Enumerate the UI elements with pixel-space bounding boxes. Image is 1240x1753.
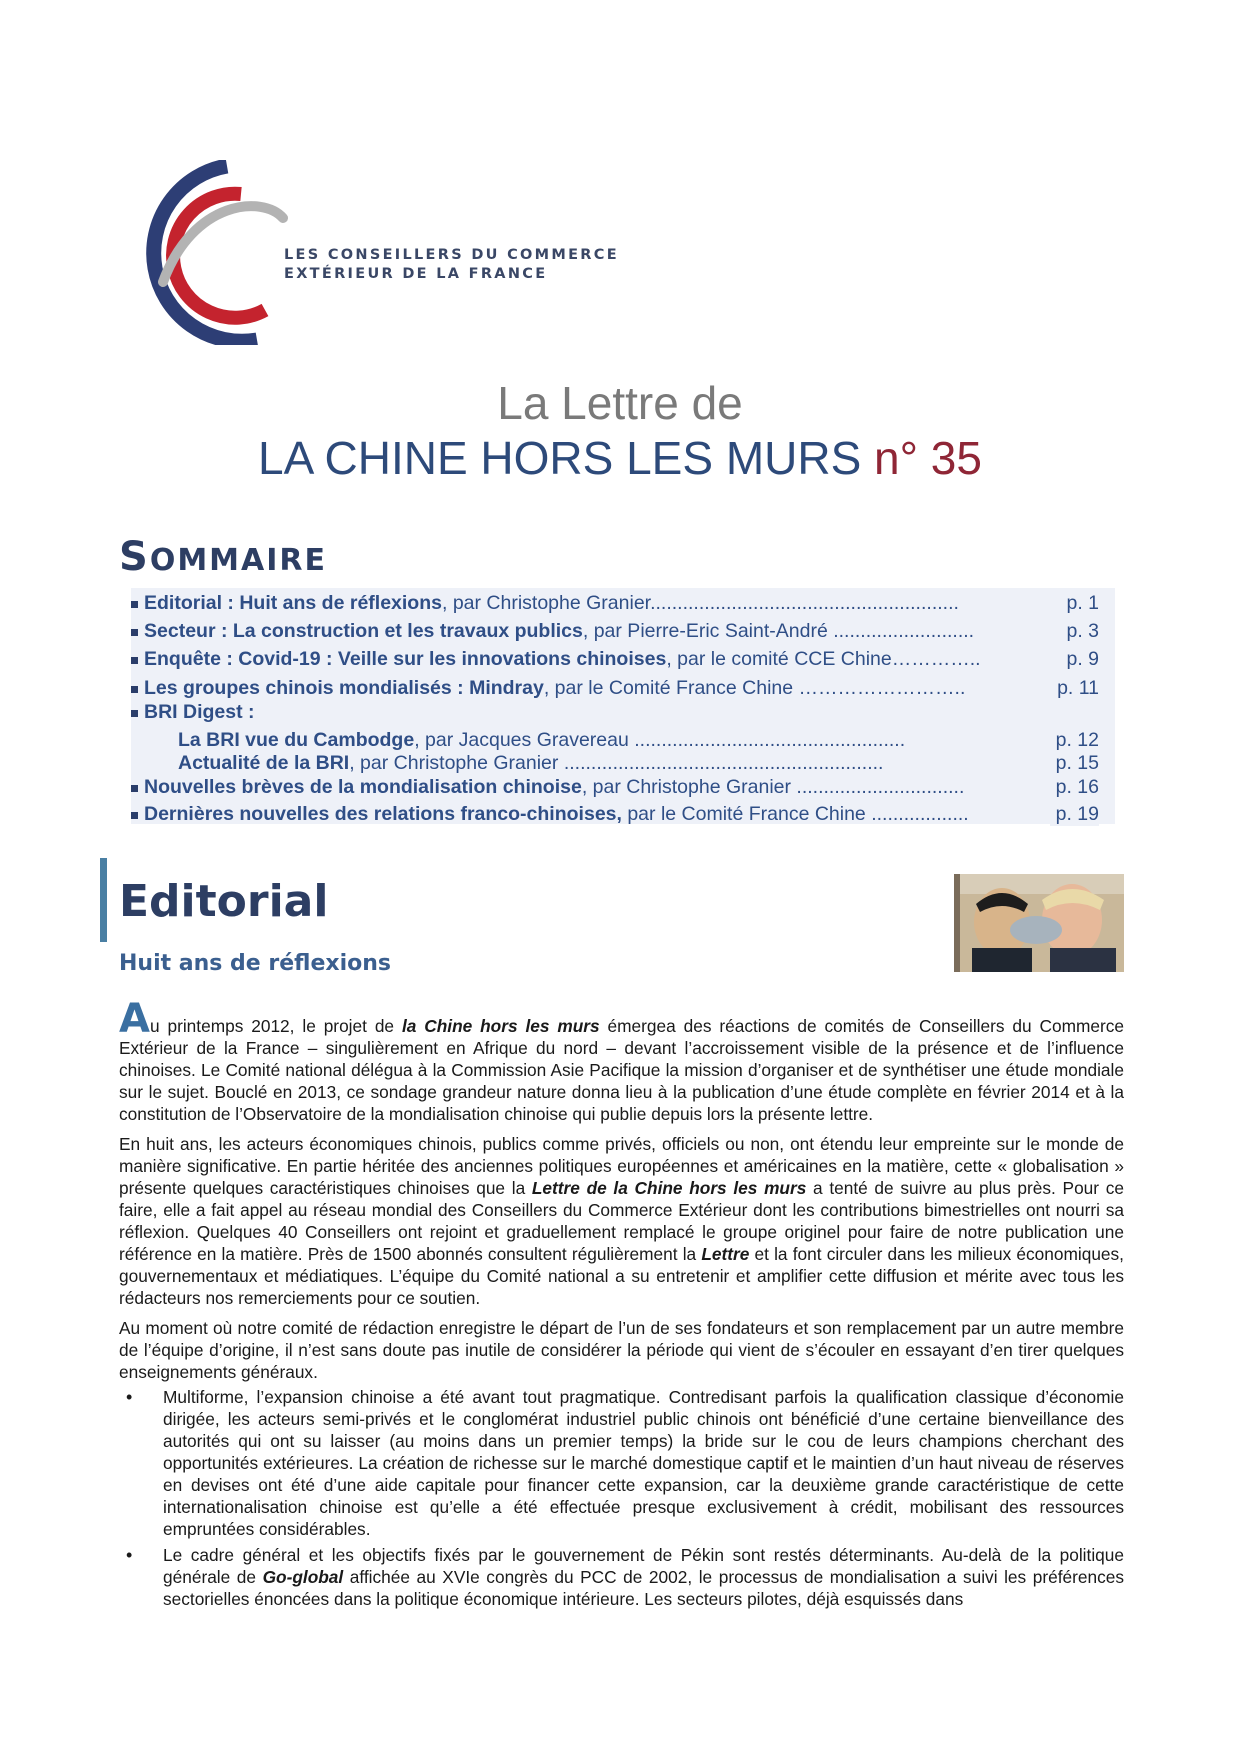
bullet-square-icon [131, 812, 138, 819]
toc-page: p. 12 [1050, 729, 1099, 752]
org-name [284, 246, 619, 284]
toc-page: p. 19 [1050, 803, 1099, 826]
toc-item-secteur[interactable]: Secteur : La construction et les travaux publics, par Pierre-Eric Saint-André .......................... p. 3 [131, 620, 1103, 644]
issue-number: n° 35 [874, 432, 982, 484]
editorial-accent-bar [100, 858, 107, 942]
bullet-item-2: • Le cadre général et les objectifs fixés par le gouvernement de Pékin sont restés déterminants. Au-delà de la politique générale de Go-global affichée au XVIe congrès du PCC de 2002, le processus de mondialisation a suivi les préférences sectorielles énoncées dans la politique économique intérieure. Les secteurs pilotes, déjà esquissés dans [163, 1544, 1124, 1610]
mural-photo [954, 874, 1124, 972]
paragraph-3: Au moment où notre comité de rédaction enregistre le départ de l’un de ses fondateurs et son remplacement par un autre membre de l’équipe d’origine, il n’est sans doute pas inutile de considérer la période qui vient de s’écouler en essayant d’en tirer quelques enseignements généraux. [119, 1318, 1124, 1382]
toc-page: p. 15 [1050, 752, 1099, 775]
bullet-item-1: • Multiforme, l’expansion chinoise a été avant tout pragmatique. Contredisant parfois la qualification classique d’économie dirigée, les acteurs semi-privés et le conglomérat industriel public chinois ont bénéficié d’une certaine bienveillance des autorités qui ont su laisser (au moins dans un premier temps) la bride sur le cou de leurs champions cherchant des opportunités extérieures. La création de richesse sur le marché domestique captif et le maintien d’un haut niveau de réserves en devises ont été d’une aide capitale pour financer cette expansion, car la deuxième grande caractéristique de cette internationalisation chinoise est qu’elle a été effectuée presque exclusivement à crédit, mobilisant des ressources empruntées considérables. [163, 1386, 1124, 1540]
editorial-subheading: Huit ans de réflexions [119, 951, 391, 976]
paragraph-2: En huit ans, les acteurs économiques chinois, publics comme privés, officiels ou non, ont étendu leur empreinte sur le monde de manière significative. En partie héritée des anciennes politiques européennes et américaines en la matière, cette « globalisation » présente quelques caractéristiques chinoises que la Lettre de la Chine hors les murs a tenté de suivre au plus près. Pour ce faire, elle a fait appel au réseau mondial des Conseillers du Commerce Extérieur dont les contributions bimestrielles ont nourri sa réflexion. Quelques 40 Conseillers ont rejoint et graduellement remplacé le groupe originel pour faire de notre publication une référence en la matière. Près de 1500 abonnés consultent régulièrement la Lettre et la font circuler dans les milieux économiques, gouvernementaux et médiatiques. L’équipe du Comité national a su entretenir et amplifier cette diffusion et mérite avec tous les rédacteurs nos remerciements pour ce soutien. [119, 1134, 1124, 1308]
toc-page: p. 1 [1060, 592, 1099, 615]
editorial-bullets [163, 1386, 1124, 1614]
toc-item-editorial[interactable]: Editorial : Huit ans de réflexions, par Christophe Granier......................................................... p. 1 [131, 592, 1103, 616]
org-name-line1: LES CONSEILLERS DU COMMERCE [284, 247, 619, 263]
toc-item-bri-cambodge[interactable]: La BRI vue du Cambodge, par Jacques Gravereau .................................................. p. 12 [178, 729, 1099, 751]
toc-page: p. 16 [1050, 776, 1099, 799]
bullet-square-icon [131, 686, 138, 693]
editorial-body [119, 996, 1124, 1391]
cce-logo [133, 160, 293, 345]
toc-page: p. 9 [1060, 648, 1099, 671]
sommaire-heading: SOMMAIRE [119, 534, 327, 580]
toc-page: p. 3 [1060, 620, 1099, 643]
toc-item-enquete[interactable]: Enquête : Covid-19 : Veille sur les innovations chinoises, par le comité CCE Chine………….. p. 9 [131, 648, 1103, 672]
toc-item-breves[interactable]: Nouvelles brèves de la mondialisation chinoise, par Christophe Granier ............................... p. 16 [131, 776, 1103, 800]
toc-item-groupes[interactable]: Les groupes chinois mondialisés : Mindray, par le Comité France Chine …………………….. p. 11 [131, 677, 1103, 701]
toc-item-dernieres[interactable]: Dernières nouvelles des relations franco-chinoises, par le Comité France Chine .................. p. 19 [131, 803, 1103, 827]
paragraph-1: Au printemps 2012, le projet de la Chine hors les murs émergea des réactions de comités de Conseillers du Commerce Extérieur de la France – singulièrement en Afrique du nord – devant l’accroissement visible de la présence et de l’influence chinoises. Le Comité national délégua à la Commission Asie Pacifique la mission d’organiser et de synthétiser une étude mondiale sur le sujet. Bouclé en 2013, ce sondage grandeur nature donna lieu à la publication d’une étude complète en février 2014 et à la constitution de l’Observatoire de la mondialisation chinoise qui publie depuis lors la présente lettre. [119, 996, 1124, 1124]
title-line1: La Lettre de [497, 377, 743, 429]
bullet-square-icon [131, 785, 138, 792]
bullet-square-icon [131, 710, 138, 717]
drop-cap: A [119, 996, 150, 1042]
org-name-line2: EXTÉRIEUR DE LA FRANCE [284, 266, 548, 282]
toc-item-bri-digest[interactable]: BRI Digest : [131, 701, 1103, 725]
bullet-square-icon [131, 629, 138, 636]
bullet-square-icon [131, 601, 138, 608]
bullet-square-icon [131, 657, 138, 664]
toc-item-bri-actualite[interactable]: Actualité de la BRI, par Christophe Granier ........................................................... p. 15 [178, 752, 1099, 774]
toc-page: p. 11 [1051, 677, 1099, 700]
title-main: LA CHINE HORS LES MURS [258, 432, 862, 484]
title-line2 [0, 431, 1240, 485]
editorial-heading: Editorial [119, 876, 329, 927]
